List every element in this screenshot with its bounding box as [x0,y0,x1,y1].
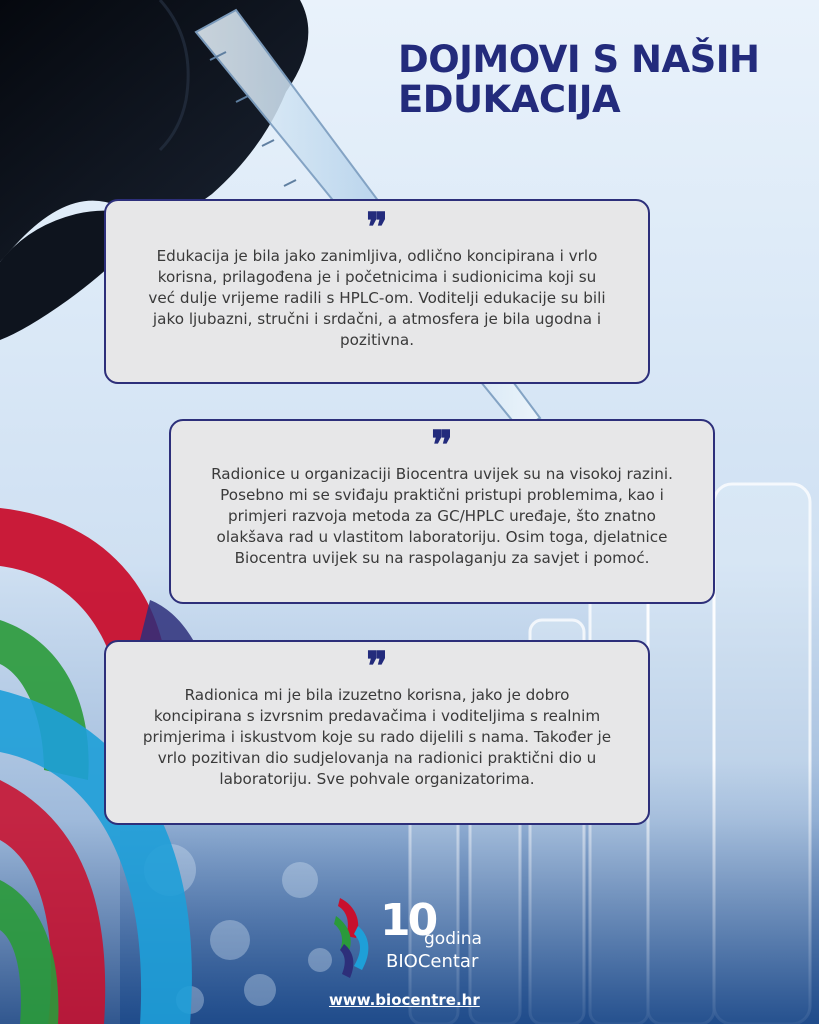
testimonial-card [104,640,650,825]
testimonial-card [169,419,715,604]
quote-icon: ❞ [366,643,388,690]
logo-brand-name: BIOCentar [386,951,479,972]
testimonial-text: Radionice u organizaciji Biocentra uvijek su na visokoj razini. Posebno mi se sviđaju praktični pristupi problemima, kao i primjeri razvoja metoda za GC/HPLC uređaje, što znatno olakšava rad u vlastitom laboratoriju. Osim toga, djelatnice Biocentra uvijek su na raspolaganju za savjet i pomoć. [211,465,673,567]
testimonial-text: Radionica mi je bila izuzetno korisna, jako je dobro koncipirana s izvrsnim predavačima i voditeljima s realnim primjerima i iskustvom koje su rado dijelili s nama. Također je vrlo pozitivan dio sudjelovanja na radionici praktični dio u laboratoriju. Sve pohvale organizatorima. [142,686,612,788]
quote-icon: ❞ [366,204,388,251]
logo-emblem-icon [332,896,376,980]
logo-number: 10 [380,895,436,946]
page-title: DOJMOVI S NAŠIH EDUKACIJA [398,38,760,121]
website-link[interactable]: www.biocentre.hr [329,991,480,1009]
biocentar-logo [332,896,502,980]
testimonial-text: Edukacija je bila jako zanimljiva, odlično koncipirana i vrlo korisna, prilagođena je i početnicima i sudionicima koji su već dulje vrijeme radili s HPLC-om. Voditelji edukacije su bili jako ljubazni, stručni i srdačni, a atmosfera je bila ugodna i pozitivna. [148,247,606,349]
testimonial-card [104,199,650,384]
logo-word: godina [424,929,482,949]
quote-icon: ❞ [431,422,453,469]
